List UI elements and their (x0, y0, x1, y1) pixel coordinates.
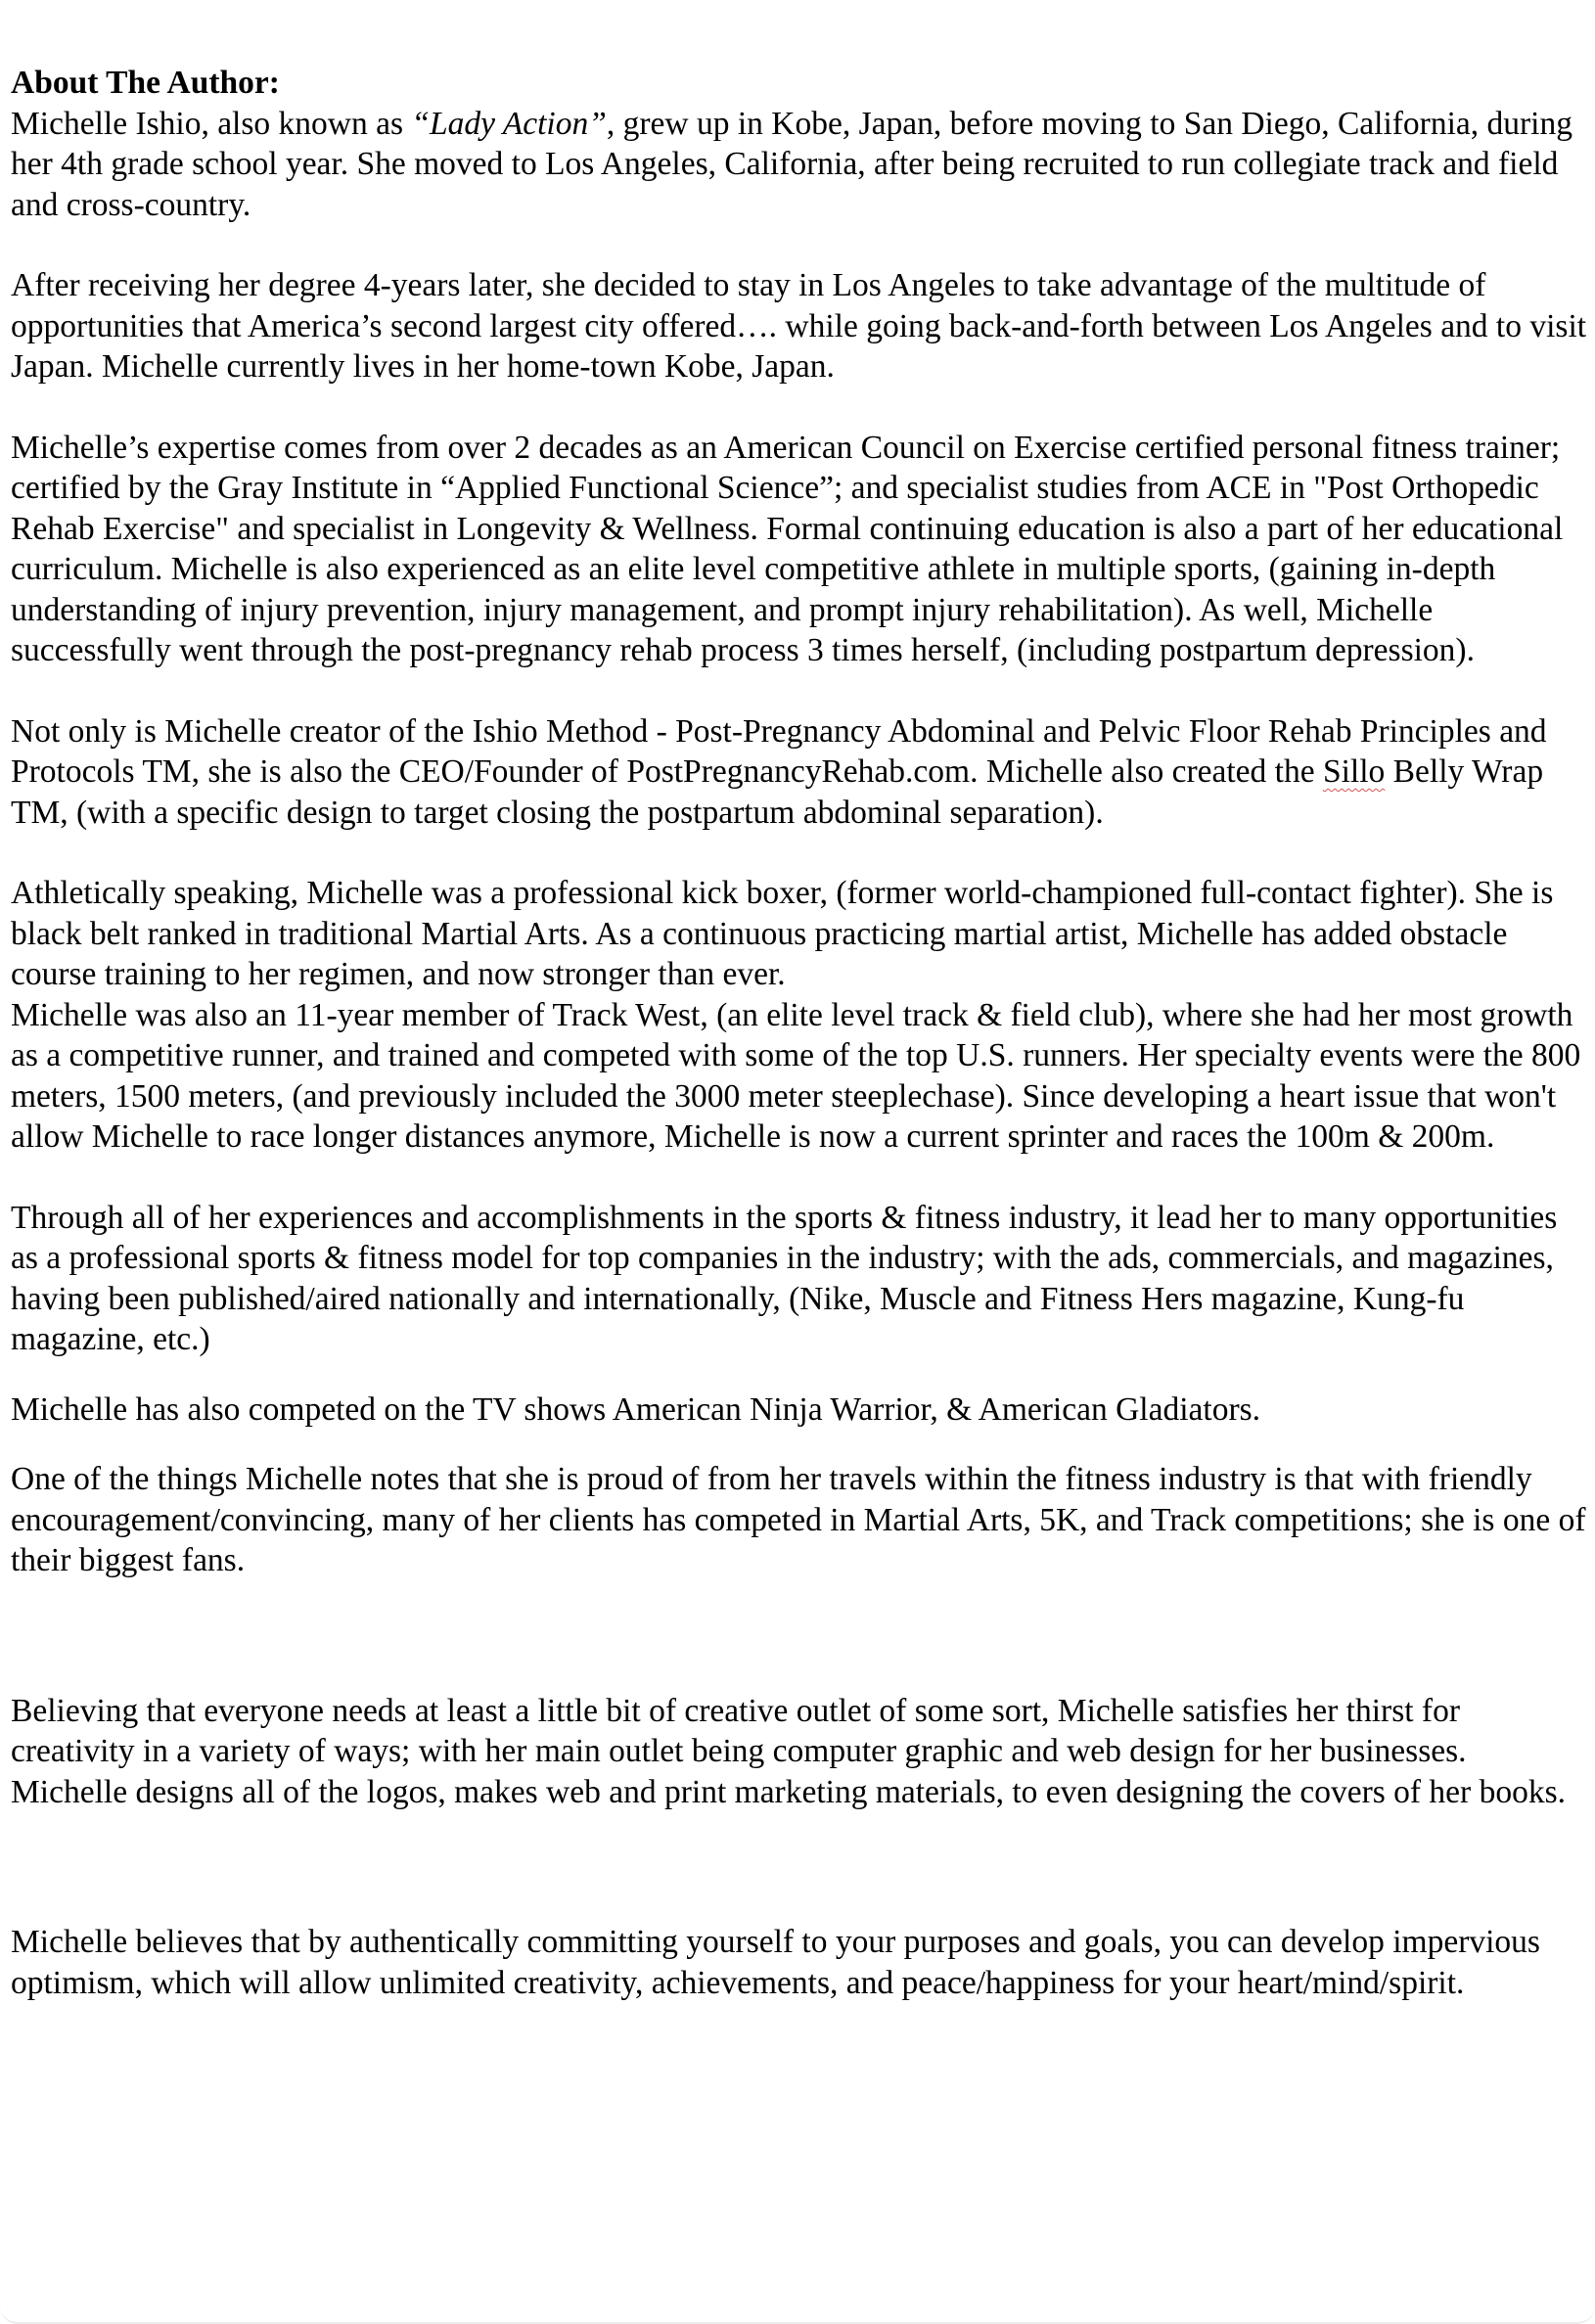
paragraph-creativity: Believing that everyone needs at least a little bit of creative outlet of some sort, Michelle satisfies her thirst for creativity in a variety of ways; with her main outlet being computer graphic and web design for her businesses. Michelle designs all of the logos, makes web and print marketing materials, to even designing the covers of her books. (11, 1692, 1566, 1810)
paragraph-expertise: Michelle’s expertise comes from over 2 decades as an American Council on Exercise certified personal fitness trainer; certified by the Gray Institute in “Applied Functional Science”; and specialist studies from ACE in "Post Orthopedic Rehab Exercise" and specialist in Longevity & Wellness. Formal continuing education is also a part of her educational curriculum. Michelle is also experienced as an elite level competitive athlete in multiple sports, (gaining in-depth understanding of injury prevention, injury management, and prompt injury rehabilitation). As well, Michelle successfully went through the post-pregnancy rehab process 3 times herself, (including postpartum depression). (11, 429, 1564, 668)
section-heading: About The Author: (11, 65, 280, 101)
paragraph-creator (11, 711, 1588, 834)
document-body[interactable] (11, 63, 1588, 2003)
paragraph-education: After receiving her degree 4-years later, she decided to stay in Los Angeles to take advantage of the multitude of opportunities that America’s second largest city offered…. while going back-and-forth between Los Angeles and to visit Japan. Michelle currently lives in her home-town Kobe, Japan. (11, 267, 1587, 385)
paragraph-background (11, 104, 1588, 226)
text-run: , grew up in Kobe, Japan, before moving to San Diego, California, during her 4th grade school year. She moved to Los Angeles, California, after being recruited to run collegiate track and field and cross-country. (11, 105, 1572, 223)
text-run: Belly Wrap TM, (with a specific design to target closing the postpartum abdominal separation). (11, 753, 1544, 831)
paragraph-martial-arts: Athletically speaking, Michelle was a professional kick boxer, (former world-championed full-contact fighter). She is black belt ranked in traditional Martial Arts. As a continuous practicing martial artist, Michelle has added obstacle course training to her regimen, and now stronger than ever. (11, 875, 1554, 992)
paragraph-philosophy: Michelle believes that by authentically committing yourself to your purposes and goals, you can develop impervious optimism, which will allow unlimited creativity, achievements, and peace/happiness for your heart/mind/spirit. (11, 1924, 1540, 2001)
nickname-text: “Lady Action” (411, 105, 607, 142)
paragraph-tv-shows: Michelle has also competed on the TV shows American Ninja Warrior, & American Gladiators. (11, 1390, 1261, 1428)
paragraph-track: Michelle was also an 11-year member of Track West, (an elite level track & field club), where she had her most growth as a competitive runner, and trained and competed with some of the top U.S. runners. Her specialty events were the 800 meters, 1500 meters, (and previously included the 3000 meter steeplechase). Since developing a heart issue that won't allow Michelle to race longer distances anymore, Michelle is now a current sprinter and races the 100m & 200m. (11, 996, 1581, 1155)
text-run: Michelle Ishio, also known as (11, 105, 412, 142)
spellcheck-flagged-word[interactable]: Sillo (1322, 753, 1386, 790)
text-run: Not only is Michelle creator of the Ishio Method - Post-Pregnancy Abdominal and Pelvic Floor Rehab Principles and Protocols TM, she is also the CEO/Founder of PostPregnancyRehab.com. Michelle also created the (11, 712, 1547, 790)
paragraph-modeling: Through all of her experiences and accomplishments in the sports & fitness industry, it lead her to many opportunities as a professional sports & fitness model for top companies in the industry; with the ads, commercials, and magazines, having been published/aired nationally and internationally, (Nike, Muscle and Fitness Hers magazine, Kung-fu magazine, etc.) (11, 1199, 1558, 1357)
paragraph-clients: One of the things Michelle notes that she is proud of from her travels within the fitness industry is that with friendly encouragement/convincing, many of her clients has competed in Martial Arts, 5K, and Track competitions; she is one of their biggest fans. (11, 1461, 1586, 1578)
